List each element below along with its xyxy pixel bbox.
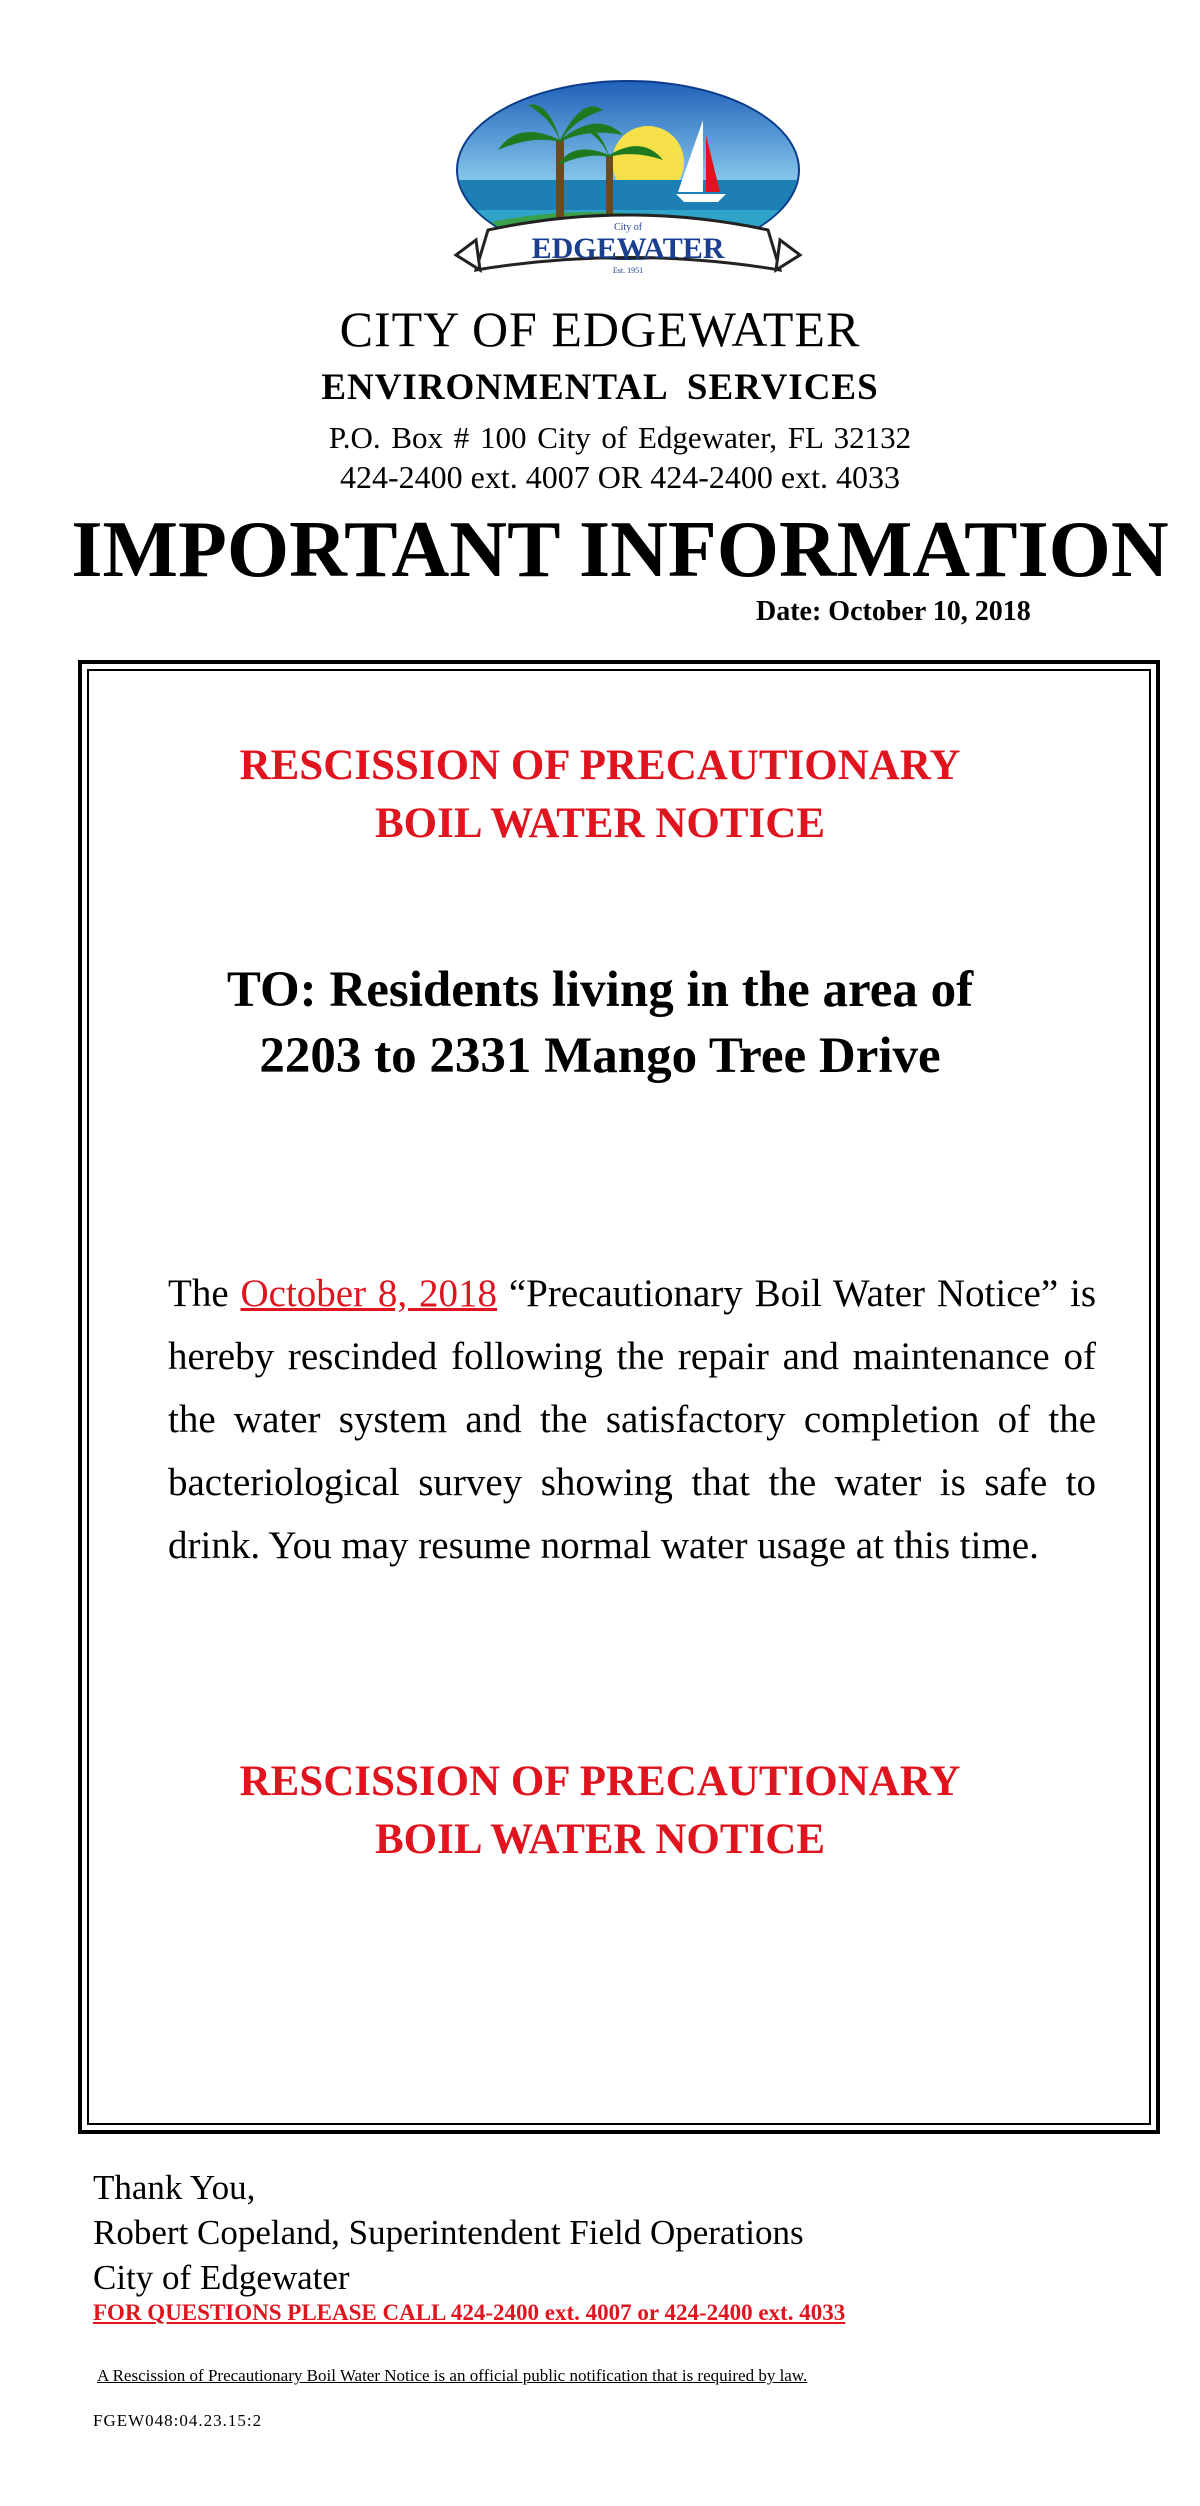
contact-phone: 424-2400 ext. 4007 OR 424-2400 ext. 4033 <box>340 459 900 495</box>
legal-note: A Rescission of Precautionary Boil Water Notice is an official public notification that is required by law. <box>97 2366 808 2385</box>
signer-organization: City of Edgewater <box>93 2258 350 2297</box>
svg-text:City of: City of <box>613 222 643 233</box>
notice-title-line-2: BOIL WATER NOTICE <box>374 800 826 847</box>
page-headline: IMPORTANT INFORMATION <box>71 506 1169 594</box>
body-text: “Precautionary Boil Water Notice” is hereby rescinded following the repair and maintenance of the water system and the satisfactory completion of the bacteriological survey showing that the water is safe to drink. You may resume normal water usage at this time. <box>168 1272 1097 1567</box>
questions-contact: FOR QUESTIONS PLEASE CALL 424-2400 ext. 4007 or 424-2400 ext. 4033 <box>93 2300 846 2325</box>
department-name: ENVIRONMENTAL SERVICES <box>321 367 879 408</box>
recipients-line-2: 2203 to 2331 Mango Tree Drive <box>259 1028 941 1084</box>
svg-text:EDGEWATER: EDGEWATER <box>531 232 725 265</box>
notice-footer-title-line-1: RESCISSION OF PRECAUTIONARY <box>239 1758 961 1805</box>
body-prefix: The <box>168 1272 241 1315</box>
closing-thanks: Thank You, <box>93 2168 256 2207</box>
notice-body <box>168 1262 1096 1577</box>
org-name: CITY OF EDGEWATER <box>339 301 861 357</box>
form-code: FGEW048:04.23.15:2 <box>93 2411 263 2430</box>
svg-text:Est. 1951: Est. 1951 <box>612 266 644 275</box>
city-seal-logo <box>448 80 808 300</box>
recipients-line-1: TO: Residents living in the area of <box>226 962 974 1018</box>
notice-date: Date: October 10, 2018 <box>756 596 1031 627</box>
signer-name-title: Robert Copeland, Superintendent Field Operations <box>93 2213 804 2252</box>
original-notice-date: October 8, 2018 <box>240 1272 498 1315</box>
mailing-address: P.O. Box # 100 City of Edgewater, FL 32132 <box>328 420 912 455</box>
notice-footer-title-line-2: BOIL WATER NOTICE <box>374 1816 826 1863</box>
notice-title-line-1: RESCISSION OF PRECAUTIONARY <box>239 742 961 789</box>
